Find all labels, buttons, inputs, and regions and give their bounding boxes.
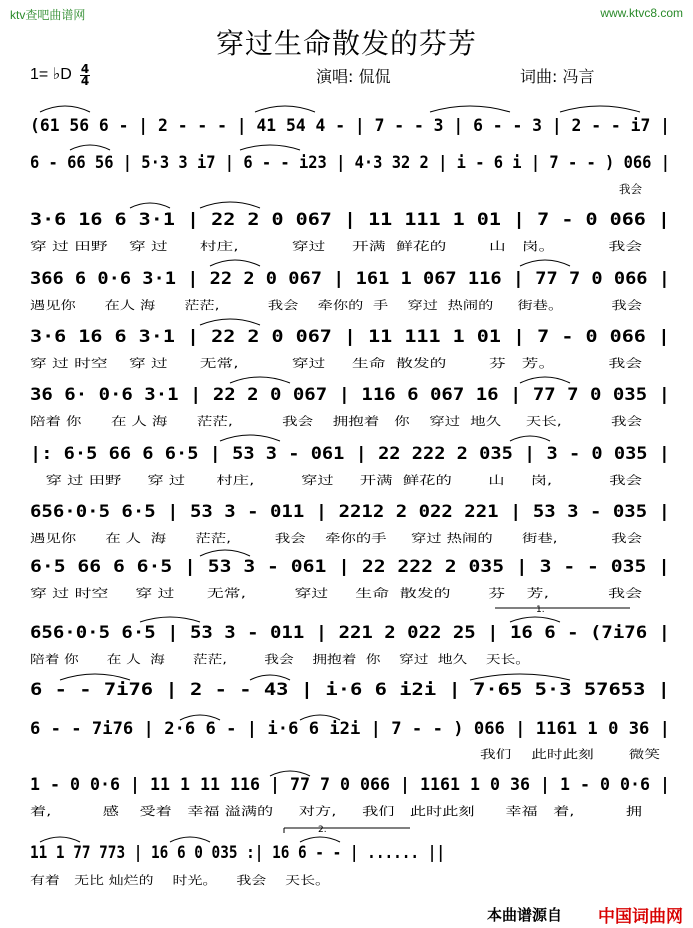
watermark-right: www.ktvc8.com bbox=[600, 6, 683, 20]
notation-line-12: 6 - - 7i76 | 2·6 6 - | i·6 6 i2i | 7 - - ) 066 | 1161 1 0 36 | bbox=[30, 719, 670, 739]
slur bbox=[200, 319, 260, 325]
watermark-left: ktv查吧曲谱网 bbox=[10, 8, 86, 22]
lyric-line-14: 有着 无比 灿烂的 时光。 我会 天长。 bbox=[30, 873, 330, 887]
slur bbox=[200, 550, 250, 556]
slur bbox=[300, 837, 340, 842]
key-signature: 1= ♭D bbox=[30, 66, 72, 83]
volta-second-line bbox=[284, 828, 410, 833]
slur bbox=[510, 617, 560, 622]
slur bbox=[70, 145, 110, 150]
notation-line-1: (61 56 6 - | 2 - - - | 41 54 4 - | 7 - - 3 | 6 - - 3 | 2 - - i7 | bbox=[30, 116, 670, 136]
notation-line-7: |: 6·5 66 6 6·5 | 53 3 - 061 | 22 222 2 035 | 3 - 0 035 | bbox=[30, 444, 671, 464]
slur bbox=[520, 377, 570, 383]
song-title: 穿过生命散发的芬芳 bbox=[215, 27, 477, 60]
lyric-line-7: 穿 过 田野 穿 过 村庄, 穿过 开满 鲜花的 山 岗, 我会 bbox=[30, 473, 643, 487]
slur bbox=[220, 435, 280, 441]
notation-line-13: 1 - 0 0·6 | 11 1 11 116 | 77 7 0 066 | 1161 1 0 36 | 1 - 0 0·6 | bbox=[30, 775, 670, 795]
lyric-line-6: 陪着 你 在 人 海 茫茫, 我会 拥抱着 你 穿过 地久 天长, 我会 bbox=[30, 414, 643, 428]
lyric-line-9: 穿 过 时空 穿 过 无常, 穿过 生命 散发的 芬 芳, 我会 bbox=[30, 586, 643, 600]
slur bbox=[210, 260, 260, 266]
slur bbox=[560, 106, 640, 112]
notation-line-3: 3·6 16 6 3·1 | 22 2 0 067 | 11 111 1 01 | 7 - 0 066 | bbox=[30, 210, 670, 230]
lyric-line-2: 我会 bbox=[619, 182, 642, 196]
slur bbox=[140, 617, 200, 622]
singer-credit: 演唱: 侃侃 bbox=[316, 67, 391, 86]
footer-source-label: 本曲谱源自 bbox=[487, 906, 563, 924]
lyric-line-5: 穿 过 时空 穿 过 无常, 穿过 生命 散发的 芬 芳。 我会 bbox=[30, 356, 643, 370]
slur bbox=[40, 106, 90, 112]
slur bbox=[255, 106, 315, 112]
notation-line-10: 656·0·5 6·5 | 53 3 - 011 | 221 2 022 25 | 16 6 - (7i76 | bbox=[30, 623, 670, 643]
slur bbox=[40, 837, 80, 842]
slur bbox=[510, 436, 550, 441]
notation-line-6: 36 6· 0·6 3·1 | 22 2 0 067 | 116 6 067 16 | 77 7 0 035 | bbox=[30, 385, 670, 405]
notation-line-14: 11 1 77 773 | 16 6 0 035 :| 16 6 - - | ...... || bbox=[30, 843, 445, 863]
volta-second-label: 2. bbox=[318, 825, 327, 835]
slur bbox=[170, 837, 210, 842]
slur bbox=[240, 145, 300, 150]
score-lines bbox=[30, 116, 670, 887]
slur bbox=[430, 106, 510, 112]
lyric-line-12: 我们 此时此刻 微笑 bbox=[480, 747, 661, 761]
slur bbox=[230, 377, 290, 383]
volta-first-label: 1. bbox=[536, 605, 545, 615]
notation-line-8: 656·0·5 6·5 | 53 3 - 011 | 2212 2 022 221 | 53 3 - 035 | bbox=[30, 502, 670, 522]
lyric-line-13: 着, 感 受着 幸福 溢满的 对方, 我们 此时此刻 幸福 着, 拥 bbox=[30, 804, 643, 818]
time-signature-top: 4 bbox=[80, 62, 90, 76]
slur bbox=[130, 203, 170, 208]
writer-credit: 词曲: 冯言 bbox=[520, 67, 595, 86]
time-signature-bottom: 4 bbox=[80, 74, 90, 88]
lyric-line-10: 陪着 你 在 人 海 茫茫, 我会 拥抱着 你 穿过 地久 天长。 bbox=[30, 652, 530, 666]
notation-line-5: 3·6 16 6 3·1 | 22 2 0 067 | 11 111 1 01 | 7 - 0 066 | bbox=[30, 327, 670, 347]
slur bbox=[200, 202, 260, 208]
lyric-line-4: 遇见你 在人 海 茫茫, 我会 牵你的 手 穿过 热闹的 街巷。 我会 bbox=[30, 298, 643, 312]
notation-line-4: 366 6 0·6 3·1 | 22 2 0 067 | 161 1 067 116 | 77 7 0 066 | bbox=[30, 269, 671, 289]
lyric-line-3: 穿 过 田野 穿 过 村庄, 穿过 开满 鲜花的 山 岗。 我会 bbox=[30, 239, 643, 253]
slur bbox=[520, 260, 570, 266]
footer-site-logo: 中国词曲网 bbox=[598, 907, 683, 927]
notation-line-11: 6 - - 7i76 | 2 - - 43 | i·6 6 i2i | 7·65 5·3 57653 | bbox=[30, 680, 670, 700]
notation-line-9: 6·5 66 6 6·5 | 53 3 - 061 | 22 222 2 035 | 3 - - 035 | bbox=[30, 557, 670, 577]
lyric-line-8: 遇见你 在 人 海 茫茫, 我会 牵你的手 穿过 热闹的 街巷, 我会 bbox=[30, 531, 643, 545]
notation-line-2: 6 - 66 56 | 5·3 3 i7 | 6 - - i23 | 4·3 32 2 | i - 6 i | 7 - - ) 066 | bbox=[30, 153, 670, 173]
